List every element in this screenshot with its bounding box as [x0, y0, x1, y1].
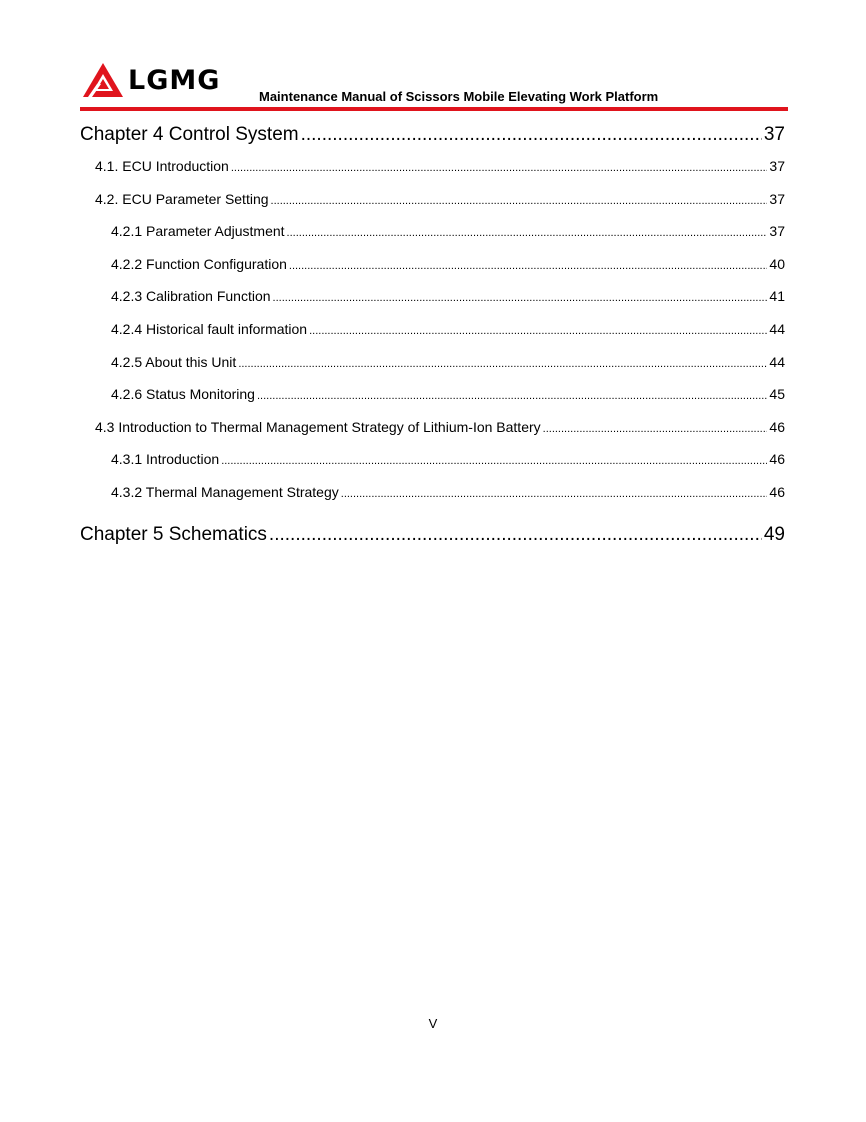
toc-entry-4-1[interactable]: [80, 150, 785, 183]
toc-entry-title: 4.2.4 Historical fault information: [111, 320, 308, 337]
toc-entry-4-2[interactable]: [80, 183, 785, 216]
toc-leader-dots: [301, 119, 762, 150]
toc-leader-dots: [238, 348, 767, 381]
toc-entry-4-2-2[interactable]: [80, 248, 785, 281]
toc-entry-4-2-4[interactable]: [80, 313, 785, 346]
toc-leader-dots: [287, 217, 768, 250]
toc-entry-title: 4.2.2 Function Configuration: [111, 255, 287, 272]
toc-entry-page: 37: [769, 190, 785, 207]
toc-entry-page: 37: [763, 124, 785, 145]
header-rule: [80, 107, 788, 111]
toc-leader-dots: [543, 413, 768, 446]
toc-entry-page: 44: [769, 353, 785, 370]
toc-leader-dots: [221, 445, 767, 478]
toc-chapter-5[interactable]: [80, 519, 785, 550]
toc-entry-title: 4.2.1 Parameter Adjustment: [111, 223, 285, 240]
toc-leader-dots: [231, 152, 768, 185]
toc-entry-title: Chapter 4 Control System: [80, 124, 299, 145]
toc-entry-title: 4.3 Introduction to Thermal Management Strategy of Lithium-Ion Battery: [95, 418, 541, 435]
toc-leader-dots: [273, 282, 768, 315]
page-header: [80, 60, 788, 112]
toc-entry-page: 37: [769, 223, 785, 240]
toc-entry-4-3-2[interactable]: [80, 476, 785, 509]
toc-entry-4-2-1[interactable]: [80, 215, 785, 248]
document-title: Maintenance Manual of Scissors Mobile Elevating Work Platform: [259, 89, 659, 104]
toc-entry-title: 4.3.2 Thermal Management Strategy: [111, 483, 339, 500]
toc-entry-page: 46: [769, 483, 785, 500]
lgmg-logo-icon: [82, 62, 124, 98]
toc-entry-title: Chapter 5 Schematics: [80, 523, 267, 545]
toc-entry-page: 44: [769, 320, 785, 337]
toc-leader-dots: [341, 478, 768, 511]
toc-entry-4-2-3[interactable]: [80, 280, 785, 313]
table-of-contents: [80, 119, 785, 550]
toc-entry-4-3[interactable]: [80, 411, 785, 444]
toc-entry-title: 4.3.1 Introduction: [111, 451, 220, 468]
toc-entry-4-2-5[interactable]: [80, 346, 785, 379]
page-number: V: [428, 1016, 438, 1031]
toc-entry-page: 37: [769, 158, 785, 174]
toc-leader-dots: [309, 315, 767, 348]
toc-entry-title: 4.2.5 About this Unit: [111, 353, 237, 370]
toc-entry-4-2-6[interactable]: [80, 378, 785, 411]
toc-entry-page: 46: [769, 451, 785, 468]
toc-entry-page: 41: [769, 288, 785, 305]
toc-leader-dots: [271, 185, 768, 218]
toc-entry-title: 4.2.3 Calibration Function: [111, 288, 271, 305]
toc-entry-title: 4.2.6 Status Monitoring: [111, 386, 255, 403]
toc-chapter-4[interactable]: [80, 119, 785, 150]
toc-entry-title: 4.1. ECU Introduction: [95, 158, 229, 174]
toc-entry-4-3-1[interactable]: [80, 443, 785, 476]
toc-entry-page: 40: [769, 255, 785, 272]
logo-wordmark: LGMG: [128, 64, 221, 96]
toc-leader-dots: [289, 250, 768, 283]
toc-entry-page: 49: [763, 523, 785, 545]
toc-leader-dots: [269, 519, 762, 550]
lgmg-logo: [82, 60, 220, 100]
toc-entry-page: 45: [769, 386, 785, 403]
toc-entry-page: 46: [769, 418, 785, 435]
toc-entry-title: 4.2. ECU Parameter Setting: [95, 190, 269, 207]
toc-leader-dots: [257, 380, 767, 413]
